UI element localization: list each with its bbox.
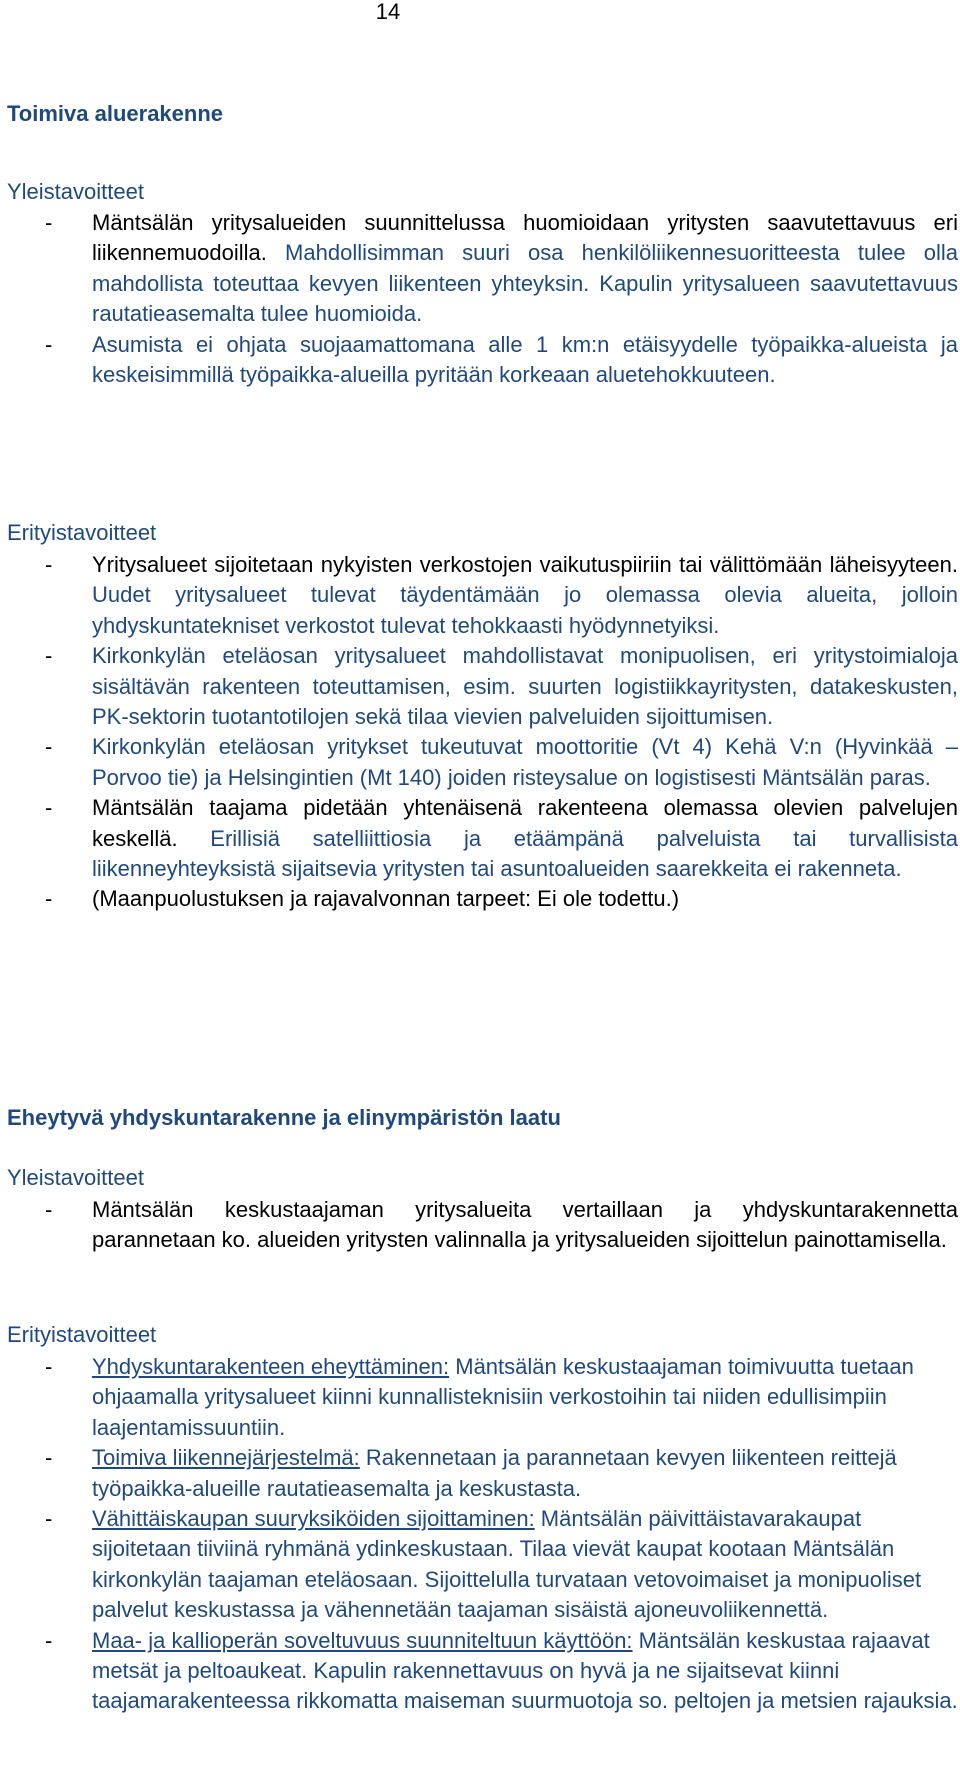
dash-marker: -	[45, 331, 53, 357]
item-text-highlight: Kirkonkylän eteläosan yritysalueet mahdollistavat monipuolisen, eri yritystoimialoja sisältävän rakenteen toteuttamisen, esim. suurten logistiikkayritysten, datakeskusten, PK-sektorin tuotantotilojen sekä tilaa vievien palveluiden sijoittumisen.	[92, 643, 958, 730]
item-text-highlight: Asumista ei ohjata suojaamattomana alle 1 km:n etäisyydelle työpaikka-alueista ja keskeisimmillä työpaikka-alueilla pyritään korkeaan aluetehokkuuteen.	[92, 331, 958, 388]
item-text-highlight: Mäntsälän keskustaa rajaavat metsät ja peltoaukeat. Kapulin rakennettavuus on hyvä ja ne sijaitsevat kiinni taajamarakenteessa rikkomatta maiseman suurmuotoja so. peltojen ja metsien rajauksia.	[92, 1627, 958, 1714]
list-item	[0, 1352, 958, 1443]
list-item	[0, 330, 958, 391]
list-item	[0, 1443, 958, 1504]
item-text: Mäntsälän yritysalueiden suunnittelussa huomioidaan yritysten saavutettavuus eri liikennemuodoilla.	[92, 210, 958, 266]
item-text-highlight: Mäntsälän keskustaajaman toimivuutta tuetaan ohjaamalla yritysalueet kiinni kunnallisteknisiin verkostoihin tai niiden edullisimpiin laajentamissuuntiin.	[92, 1354, 914, 1440]
dash-marker: -	[45, 1627, 53, 1653]
item-text-highlight: Erillisiä satelliittiosia ja etäämpänä palveluista tai turvallisista liikenneyhteyksistä sijaitsevia yritysten tai asuntoalueiden saarekkeita ei rakenneta.	[92, 825, 958, 882]
section-heading: Toimiva aluerakenne	[7, 101, 224, 126]
item-text: (Maanpuolustuksen ja rajavalvonnan tarpeet: Ei ole todettu.)	[92, 886, 680, 912]
list-item	[0, 208, 958, 330]
list-item	[0, 732, 958, 793]
dash-marker: -	[45, 552, 53, 577]
item-text-highlight: Kirkonkylän eteläosan yritykset tukeutuvat moottoritie (Vt 4) Kehä V:n (Hyvinkää – Porvoo tie) ja Helsingintien (Mt 140) joiden risteysalue on logistisesti Mäntsälän paras.	[92, 734, 958, 790]
dash-marker: -	[45, 643, 53, 669]
page-number: 14	[375, 0, 401, 24]
dash-marker: -	[45, 886, 53, 912]
item-lead-underlined: Vähittäiskaupan suuryksiköiden sijoittaminen:	[92, 1506, 535, 1532]
dash-marker: -	[45, 1354, 53, 1379]
section-heading: Eheytyvä yhdyskuntarakenne ja elinympäristön laatu	[7, 1105, 561, 1130]
item-lead-underlined: Maa- ja kallioperän soveltuvuus suunniteltuun käyttöön:	[92, 1627, 633, 1653]
list-item	[0, 1195, 958, 1256]
item-text: Mäntsälän keskustaajaman yritysalueita vertaillaan ja yhdyskuntarakennetta parannetaan ko. alueiden yritysten valinnalla ja yritysalueiden sijoittelun painottamisella.	[92, 1197, 958, 1253]
dash-marker: -	[45, 1445, 53, 1471]
list-item	[0, 1504, 958, 1626]
bullet-list	[0, 1195, 958, 1256]
subheading-yleistavoitteet: Yleistavoitteet	[7, 179, 144, 204]
item-lead-underlined: Toimiva liikennejärjestelmä:	[92, 1445, 360, 1471]
list-item	[0, 793, 958, 884]
dash-marker: -	[45, 734, 53, 760]
bullet-list	[0, 208, 958, 390]
bullet-list	[0, 550, 958, 915]
subheading-erityistavoitteet: Erityistavoitteet	[7, 520, 157, 545]
list-item	[0, 1626, 958, 1717]
item-text-highlight: Mahdollisimman suuri osa henkilöliikennesuoritteesta tulee olla mahdollista toteuttaa kevyen liikenteen yhteyksin. Kapulin yritysalueen saavutettavuus rautatieasemalta tulee huomioida.	[92, 240, 958, 327]
dash-marker: -	[45, 795, 53, 821]
subheading-erityistavoitteet: Erityistavoitteet	[7, 1322, 157, 1347]
list-item	[0, 550, 958, 641]
bullet-list	[0, 1352, 958, 1717]
dash-marker: -	[45, 1506, 53, 1532]
subheading-yleistavoitteet: Yleistavoitteet	[7, 1165, 144, 1190]
dash-marker: -	[45, 210, 53, 235]
list-item	[0, 641, 958, 732]
item-text-highlight: Uudet yritysalueet tulevat täydentämään jo olemassa olevia alueita, jolloin yhdyskuntatekniset verkostot tulevat tehokkaasti hyödynnetyiksi.	[92, 582, 958, 638]
item-text-highlight: Rakennetaan ja parannetaan kevyen liikenteen reittejä työpaikka-alueille rautatieasemalta ja keskustasta.	[92, 1445, 897, 1501]
dash-marker: -	[45, 1197, 53, 1222]
item-text: Yritysalueet sijoitetaan nykyisten verkostojen vaikutuspiiriin tai välittömään läheisyyteen.	[92, 552, 958, 577]
item-text-highlight: Mäntsälän päivittäistavarakaupat sijoitetaan tiiviinä ryhmänä ydinkeskustaan. Tilaa vievät kaupat kootaan Mäntsälän kirkonkylän taajaman eteläosaan. Sijoittelulla turvataan vetovoimaiset ja monipuoliset palvelut keskustassa ja vähennetään taajaman sisäistä ajoneuvoliikennettä.	[92, 1506, 922, 1623]
item-lead-underlined: Yhdyskuntarakenteen eheyttäminen:	[92, 1354, 450, 1379]
item-text: Mäntsälän taajama pidetään yhtenäisenä rakenteena olemassa olevien palvelujen keskellä.	[92, 795, 958, 851]
list-item	[0, 884, 958, 914]
